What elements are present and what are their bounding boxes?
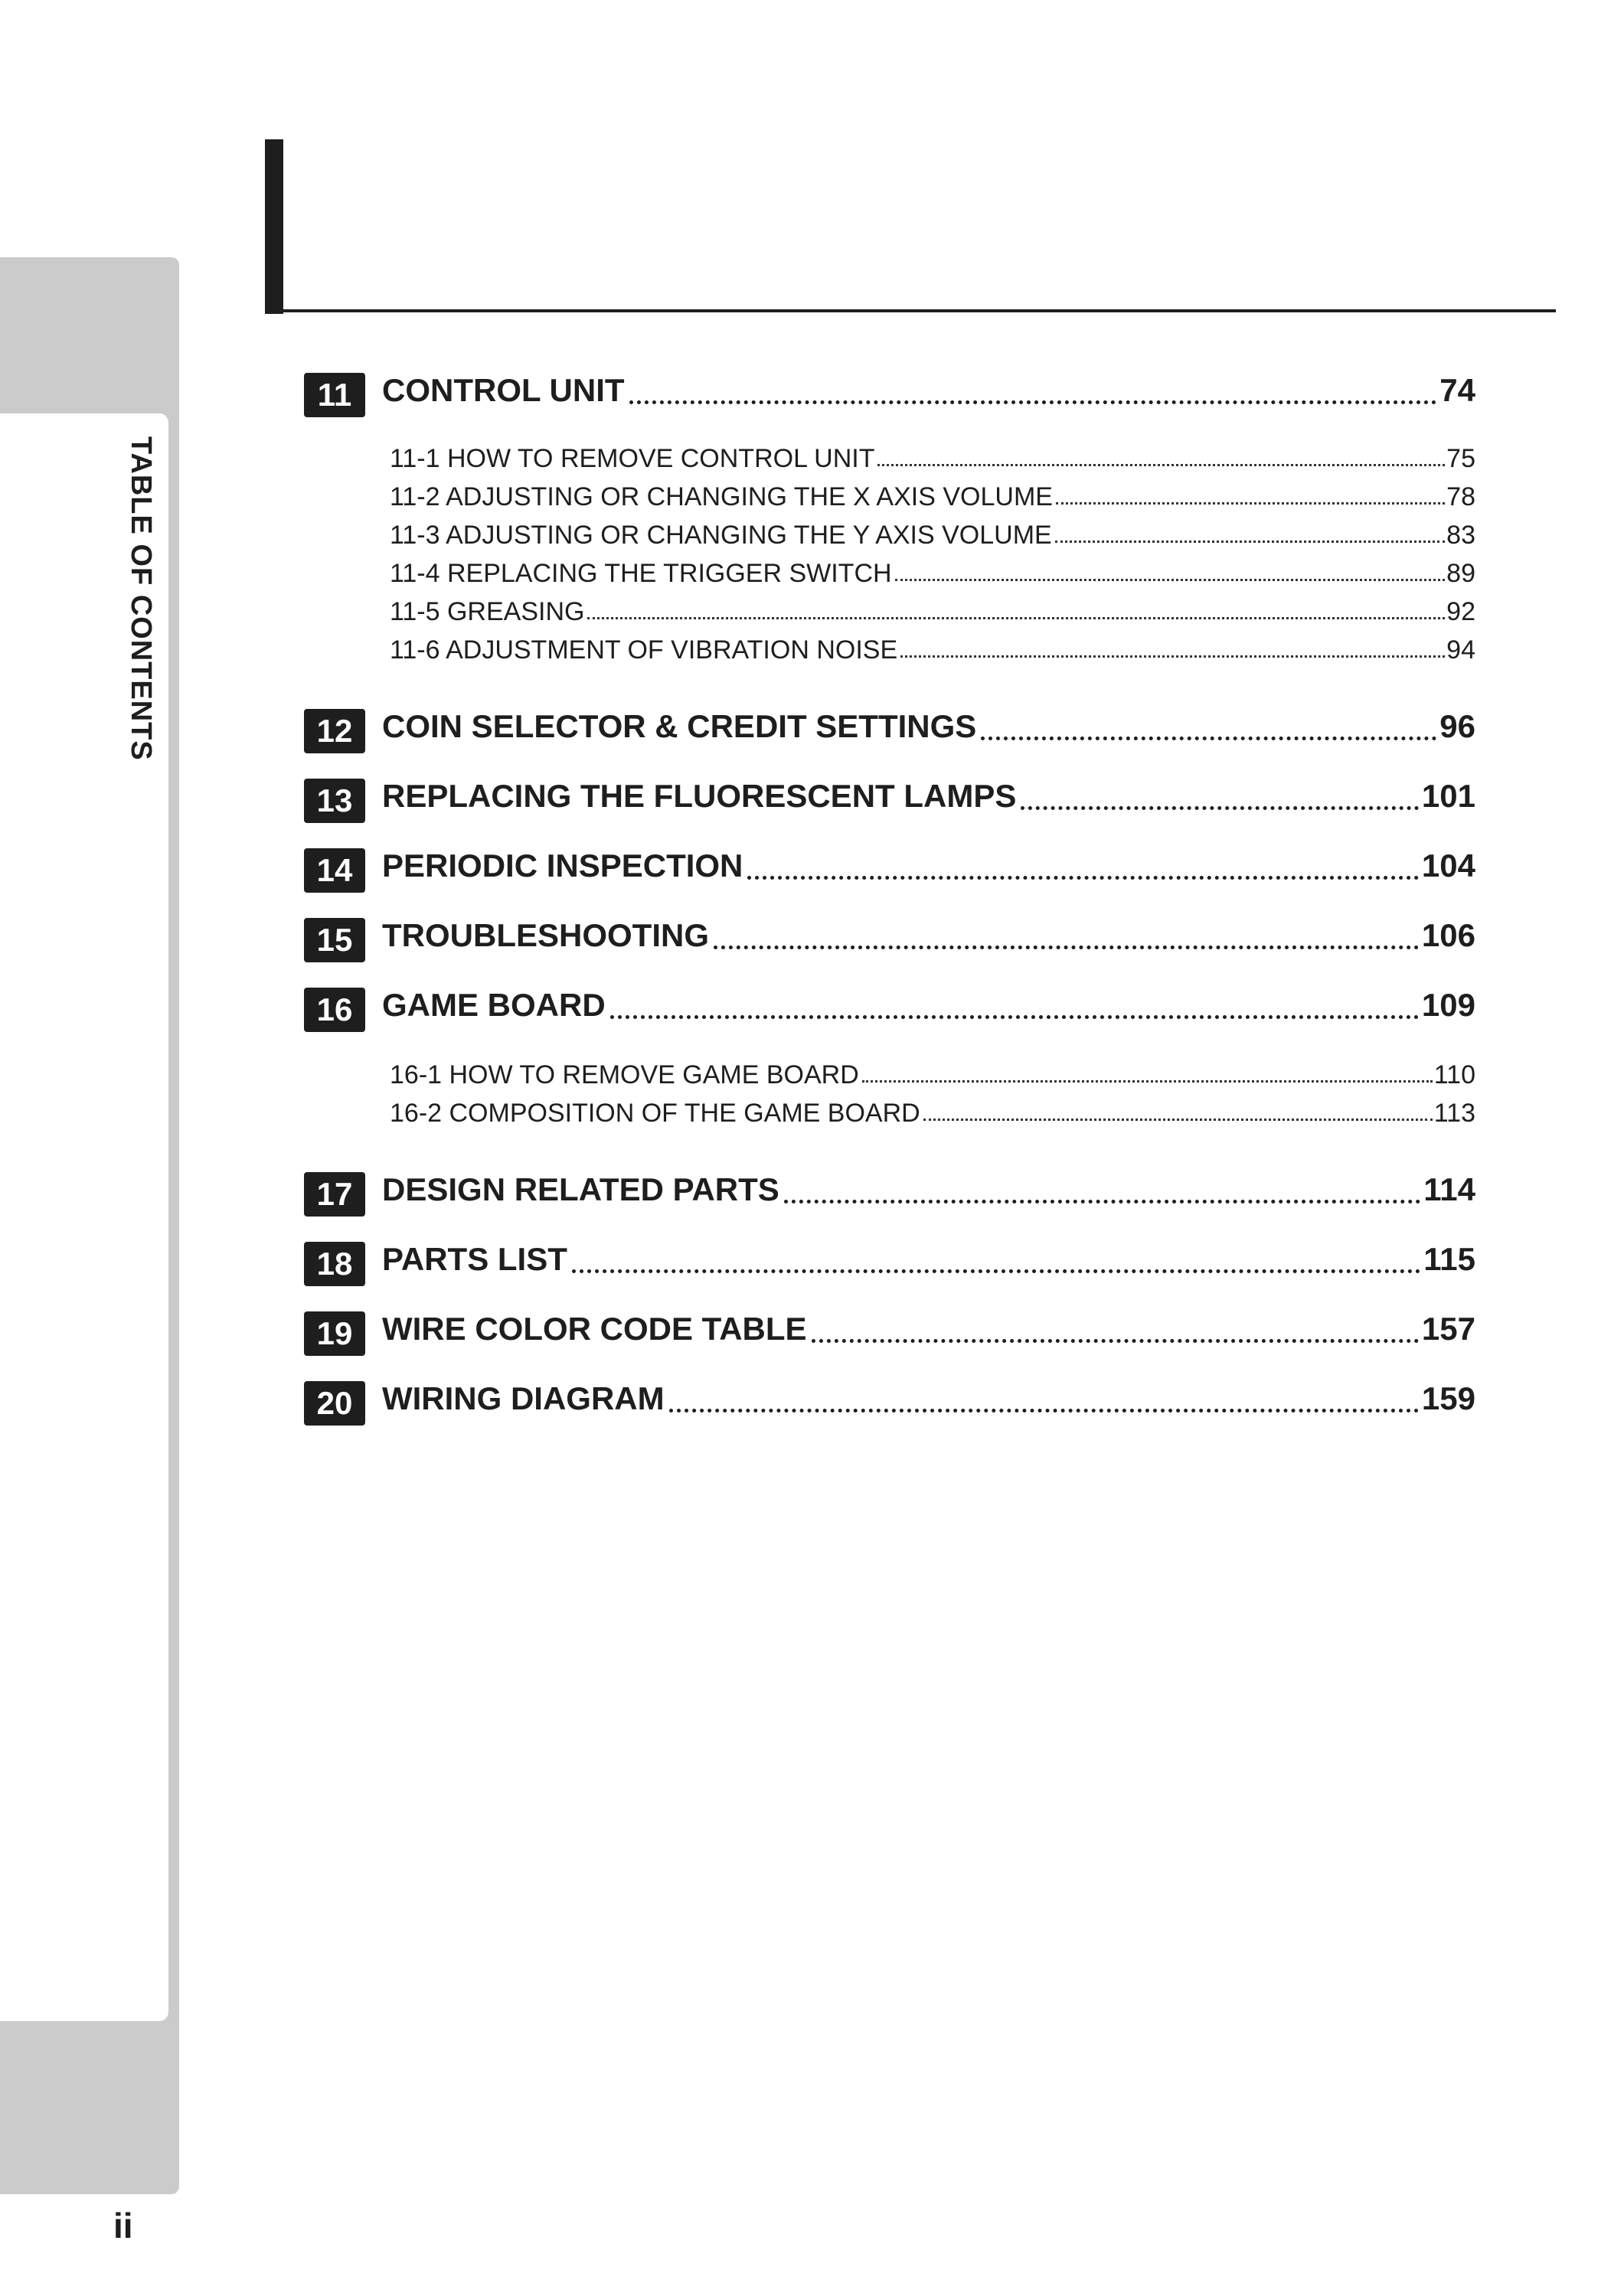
dot-leader xyxy=(1055,541,1445,543)
dot-leader xyxy=(747,876,1419,880)
chapter-page: 74 xyxy=(1439,372,1475,408)
toc-chapter[interactable] xyxy=(304,987,1475,1033)
chapter-title: COIN SELECTOR & CREDIT SETTINGS xyxy=(382,708,977,744)
dot-leader xyxy=(714,946,1419,949)
chapter-number-badge: 15 xyxy=(304,918,365,962)
chapter-title: WIRING DIAGRAM xyxy=(382,1380,665,1416)
toc-chapter[interactable] xyxy=(304,1311,1475,1357)
chapter-title: WIRE COLOR CODE TABLE xyxy=(382,1311,807,1347)
chapter-page: 101 xyxy=(1421,778,1475,814)
section-title: 11-6 ADJUSTMENT OF VIBRATION NOISE xyxy=(390,635,898,665)
dot-leader xyxy=(895,579,1446,581)
toc-section[interactable] xyxy=(390,559,1475,589)
chapter-title: REPLACING THE FLUORESCENT LAMPS xyxy=(382,778,1017,814)
dot-leader xyxy=(1021,806,1419,810)
page-number: ii xyxy=(113,2206,133,2245)
toc-chapter[interactable] xyxy=(304,778,1475,824)
section-page: 110 xyxy=(1433,1060,1475,1089)
chapter-number-badge: 13 xyxy=(304,779,365,823)
toc-chapter[interactable] xyxy=(304,708,1475,754)
dot-leader xyxy=(900,655,1445,658)
chapter-page: 115 xyxy=(1423,1241,1475,1277)
dot-leader xyxy=(784,1200,1420,1204)
chapter-number-badge: 16 xyxy=(304,988,365,1032)
dot-leader xyxy=(572,1269,1420,1273)
chapter-number-badge: 18 xyxy=(304,1242,365,1286)
chapter-number-badge: 14 xyxy=(304,848,365,893)
heading-bar xyxy=(265,139,283,314)
chapter-title: DESIGN RELATED PARTS xyxy=(382,1171,779,1207)
chapter-number-badge: 20 xyxy=(304,1381,365,1426)
toc-section[interactable] xyxy=(390,1060,1475,1090)
toc-chapter[interactable] xyxy=(304,848,1475,893)
chapter-title: TROUBLESHOOTING xyxy=(382,917,709,953)
toc-section[interactable] xyxy=(390,444,1475,474)
dot-leader xyxy=(587,617,1445,619)
section-page: 83 xyxy=(1446,521,1475,550)
toc-chapter[interactable] xyxy=(304,372,1475,418)
section-title: 11-2 ADJUSTING OR CHANGING THE X AXIS VOLUME xyxy=(390,482,1053,511)
section-page: 94 xyxy=(1446,635,1475,665)
dot-leader xyxy=(877,464,1445,466)
chapter-number-badge: 11 xyxy=(304,373,365,417)
toc-chapter[interactable] xyxy=(304,1171,1475,1217)
chapter-page: 109 xyxy=(1421,987,1475,1023)
toc-section[interactable] xyxy=(390,521,1475,550)
dot-leader xyxy=(862,1080,1433,1083)
toc-chapter[interactable] xyxy=(304,1241,1475,1287)
dot-leader xyxy=(610,1015,1419,1019)
section-page: 113 xyxy=(1433,1099,1475,1128)
toc-section[interactable] xyxy=(390,1099,1475,1128)
dot-leader xyxy=(1056,502,1445,505)
dot-leader xyxy=(629,400,1437,404)
section-page: 92 xyxy=(1446,597,1475,626)
chapter-page: 159 xyxy=(1421,1380,1475,1416)
chapter-title: PERIODIC INSPECTION xyxy=(382,848,743,883)
dot-leader xyxy=(669,1409,1419,1413)
section-title: 11-3 ADJUSTING OR CHANGING THE Y AXIS VOLUME xyxy=(390,521,1052,550)
chapter-number-badge: 19 xyxy=(304,1311,365,1356)
section-title: 11-1 HOW TO REMOVE CONTROL UNIT xyxy=(390,444,875,473)
toc-section[interactable] xyxy=(390,482,1475,512)
toc-chapter[interactable] xyxy=(304,1380,1475,1426)
chapter-page: 96 xyxy=(1439,708,1475,744)
section-title: 16-1 HOW TO REMOVE GAME BOARD xyxy=(390,1060,859,1089)
section-page: 78 xyxy=(1446,482,1475,511)
chapter-title: PARTS LIST xyxy=(382,1241,567,1277)
chapter-title: CONTROL UNIT xyxy=(382,372,625,408)
section-page: 75 xyxy=(1446,444,1475,473)
section-title: 11-5 GREASING xyxy=(390,597,585,626)
section-title: 16-2 COMPOSITION OF THE GAME BOARD xyxy=(390,1099,920,1128)
heading-rule xyxy=(265,309,1556,312)
chapter-page: 104 xyxy=(1421,848,1475,883)
dot-leader xyxy=(923,1119,1433,1121)
dot-leader xyxy=(981,736,1436,740)
chapter-title: GAME BOARD xyxy=(382,987,606,1023)
chapter-page: 114 xyxy=(1423,1171,1475,1207)
toc-chapter[interactable] xyxy=(304,917,1475,963)
chapter-number-badge: 12 xyxy=(304,709,365,753)
dot-leader xyxy=(812,1339,1419,1343)
section-page: 89 xyxy=(1446,559,1475,588)
toc-section[interactable] xyxy=(390,635,1475,665)
chapter-number-badge: 17 xyxy=(304,1172,365,1217)
toc-section[interactable] xyxy=(390,597,1475,627)
chapter-page: 157 xyxy=(1421,1311,1475,1347)
section-title: 11-4 REPLACING THE TRIGGER SWITCH xyxy=(390,559,892,588)
chapter-page: 106 xyxy=(1421,917,1475,953)
side-tab-label: TABLE OF CONTENTS xyxy=(125,436,157,761)
